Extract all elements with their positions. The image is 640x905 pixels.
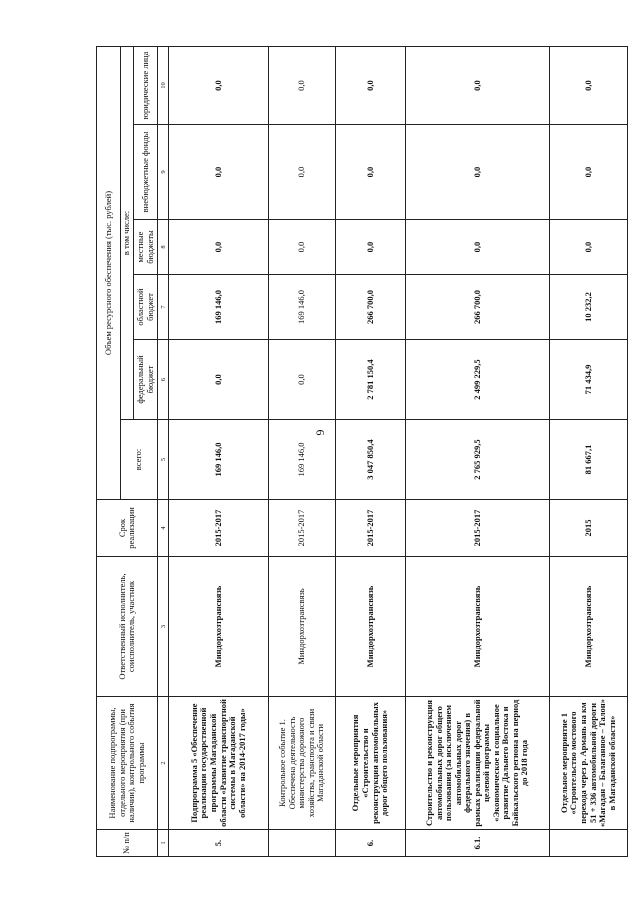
row-name: Строительство и реконструкция автомобильных дорог общего пользования (за исключением автомобильных дорог федерального значения) в рамках реализации федеральной целевой программы «Экономическое и социальное развитие Дальнего Востока и Байкальского региона на период до 2018 года [406,697,550,830]
row-legal: 0,0 [550,47,628,125]
row-local: 0,0 [268,220,335,275]
page-number: 6 [313,429,328,436]
table-row [335,47,405,857]
table-row [550,47,628,857]
row-federal: 0,0 [268,340,335,420]
row-name: Отдельное мероприятие 1 «Строительство мостового перехода через р. Армань на км 51 + 336 автомобильной дороги «Магадан – Балаганное – Талон» в Магаданской области» [550,697,628,830]
row-term: 2015-2017 [335,500,405,557]
table-row [406,47,550,857]
col-number: 10 [158,47,169,125]
column-number-row [158,47,169,857]
row-local: 0,0 [550,220,628,275]
row-offbudget: 0,0 [335,125,405,220]
row-total: 2 765 929,5 [406,420,550,500]
table-row [169,47,269,857]
row-num: 6. [335,830,405,857]
header-funding: Объем ресурсного обеспечения (тыс. рублей) [97,47,121,500]
header-executor: Ответственный исполнитель, соисполнитель, участник [97,557,158,697]
col-number: 9 [158,125,169,220]
row-total: 169 146,0 [268,420,335,500]
row-regional: 169 146,0 [169,275,269,340]
row-name: Отдельные мероприятия «Строительство и реконструкция автомобильных дорог общего пользования» [335,697,405,830]
row-num [268,830,335,857]
row-local: 0,0 [406,220,550,275]
row-term: 2015-2017 [169,500,269,557]
row-term: 2015-2017 [268,500,335,557]
row-num: 6.1. [406,830,550,857]
header-legal: юридические лица [134,47,158,125]
col-number: 7 [158,275,169,340]
row-local: 0,0 [335,220,405,275]
header-offbudget: внебюджетные фонды [134,125,158,220]
row-regional: 266 700,0 [335,275,405,340]
rotated-table-container [96,47,628,857]
row-executor: Миндорхозтрансвязь [169,557,269,697]
col-number: 1 [158,830,169,857]
col-number: 3 [158,557,169,697]
row-legal: 0,0 [268,47,335,125]
row-legal: 0,0 [169,47,269,125]
row-num [550,830,628,857]
row-total: 3 047 850,4 [335,420,405,500]
header-federal: федеральный бюджет [134,340,158,420]
row-federal: 2 781 150,4 [335,340,405,420]
row-offbudget: 0,0 [169,125,269,220]
header-incl: в том числе: [120,47,134,420]
row-offbudget: 0,0 [268,125,335,220]
header-total: всего: [120,420,157,500]
col-number: 4 [158,500,169,557]
row-executor: Миндорхозтрансвязь [406,557,550,697]
row-federal: 2 499 229,5 [406,340,550,420]
row-name: Контрольное событие 1. Обеспечена деятельность министерства дорожного хозяйства, транспорта и связи Магаданской области [268,697,335,830]
row-executor: Миндорхозтрансвязь [335,557,405,697]
col-number: 6 [158,340,169,420]
row-federal: 71 434,9 [550,340,628,420]
row-federal: 0,0 [169,340,269,420]
row-executor: Миндорхозтрансвязь [268,557,335,697]
header-regional: областной бюджет [134,275,158,340]
row-num: 5. [169,830,269,857]
row-total: 169 146,0 [169,420,269,500]
row-total: 81 667,1 [550,420,628,500]
row-local: 0,0 [169,220,269,275]
row-term: 2015 [550,500,628,557]
header-name: Наименование подпрограммы, отдельного мероприятия (при наличии), контрольного события программы [97,697,158,830]
table-row [268,47,335,857]
col-number: 8 [158,220,169,275]
header-term: Срок реализации [97,500,158,557]
header-num: № п/п [97,830,158,857]
row-name: Подпрограмма 5 «Обеспечение реализации государственной программы Магаданской области «Развитие транспортной системы в Магаданской области» на 2014-2017 годы» [169,697,269,830]
row-offbudget: 0,0 [550,125,628,220]
row-regional: 169 146,0 [268,275,335,340]
row-legal: 0,0 [406,47,550,125]
row-regional: 266 700,0 [406,275,550,340]
row-regional: 10 232,2 [550,275,628,340]
row-term: 2015-2017 [406,500,550,557]
row-executor: Миндорхозтрансвязь [550,557,628,697]
row-offbudget: 0,0 [406,125,550,220]
col-number: 2 [158,697,169,830]
row-legal: 0,0 [335,47,405,125]
funding-table [96,46,628,857]
col-number: 5 [158,420,169,500]
header-local: местные бюджеты [134,220,158,275]
